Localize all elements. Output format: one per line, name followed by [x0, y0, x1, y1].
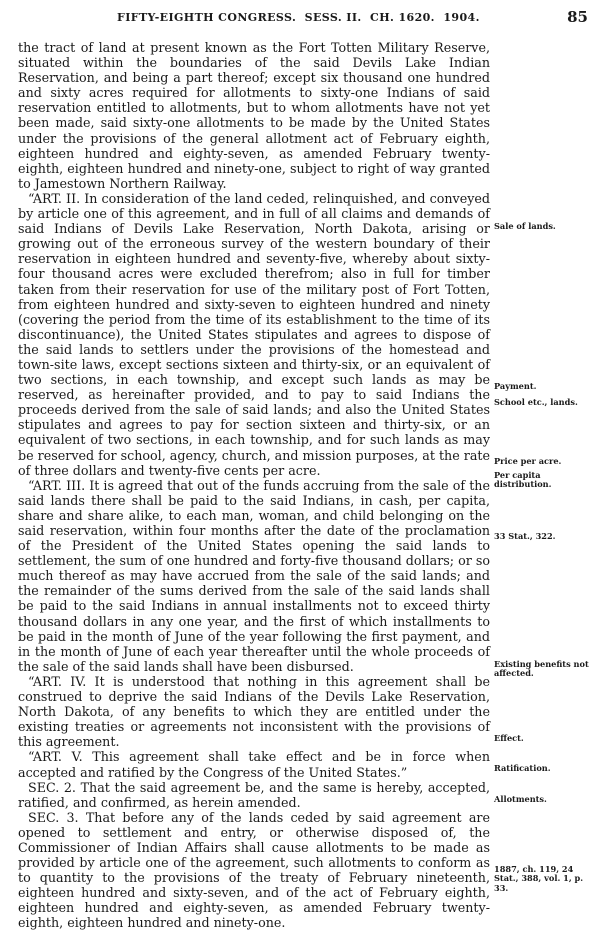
page-number: 85 — [567, 8, 588, 26]
running-head: FIFTY-EIGHTH CONGRESS. SESS. II. CH. 1620. 1904. — [117, 11, 480, 24]
margin-note-allotments: Allotments. — [494, 794, 547, 804]
section-two-text: That the said agreement be, and the same is hereby, accepted, ratified, and confirmed, as herein amended. — [18, 779, 490, 810]
margin-note-sale-of-lands: Sale of lands. — [494, 221, 556, 231]
paragraph-article-one-continued: the tract of land at present known as the Fort Totten Military Reserve, situated within the boundaries of the said Devils Lake Indian Reservation, and being a part thereof; except six thousand one hundred and sixty acres required for allotments to sixty-one Indians of said reservation entitled to allotments, but to whom allotments have not yet been made, said sixty-one allotments to be made by the United States under the provisions of the general allotment act of February eighth, eighteen hundred and eighty-seven, as amended February twenty-eighth, eighteen hundred and ninety-one, subject to right of way granted to Jamestown Northern Railway. — [18, 40, 490, 191]
margin-note-stat-ref-1: 33 Stat., 322. — [494, 531, 556, 541]
margin-note-effect: Effect. — [494, 733, 524, 743]
paragraph-article-four: “ART. IV. It is understood that nothing in this agreement shall be construed to deprive the said Indians of the Devils Lake Reservation, North Dakota, of any benefits to which they are entitled under the existing treaties or agreements not inconsistent with the provisions of this agreement. — [18, 673, 490, 750]
paragraph-section-three — [18, 810, 490, 931]
paragraph-article-two: “ART. II. In consideration of the land ceded, relinquished, and conveyed by article one of this agreement, and in full of all claims and demands of said Indians of Devils Lake Reservation, North Dakota, arising or growing out of the erroneous survey of the western boundary of their reservation in eighteen hundred and seventy-five, whereby about sixty-four thousand acres were excluded therefrom; also in full for timber taken from their reservation for use of the military post of Fort Totten, from eighteen hundred and sixty-seven to eighteen hundred and ninety (covering the period from the time of its establishment to the time of its discontinuance), the United States stipulates and agrees to dispose of the said lands to settlers under the provisions of the homestead and town-site laws, except sections sixteen and thirty-six, or an equivalent of two sections, in each township, and except such lands as may be reserved, as hereinafter provided, and to pay to said Indians the proceeds derived from the sale of said lands; and also the United States stipulates and agrees to pay for section sixteen and thirty-six, or an equivalent of two sections, in each township, and for such lands as may be reserved for school, agency, church, and mission purposes, at the rate of three dollars and twenty-five cents per acre. — [18, 190, 491, 478]
statute-text — [18, 40, 490, 931]
margin-note-per-capita: Per capita distribution. — [494, 470, 552, 490]
page-header — [0, 6, 600, 26]
margin-note-payment: Payment. — [494, 381, 537, 391]
paragraph-article-five: “ART. V. This agreement shall take effect and be in force when accepted and ratified by the Congress of the United States.” — [18, 749, 490, 780]
section-two-label: SEC. 2. — [28, 779, 76, 795]
margin-note-price-per-acre: Price per acre. — [494, 456, 562, 466]
section-three-label: SEC. 3. — [28, 809, 79, 825]
paragraph-article-three: “ART. III. It is agreed that out of the funds accruing from the sale of the said lands there shall be paid to the said Indians, in cash, per capita, share and share alike, to each man, woman, and child belonging on the said reservation, within four months after the date of the proclamation of the President of the United States opening the said lands to settlement, the sum of one hundred and forty-five thousand dollars; or so much thereof as may have accrued from the sale of the said lands; and the remainder of the sums derived from the sale of the said lands shall be paid to the said Indians in annual installments not to exceed thirty thousand dollars in any one year, and the first of which installments to be paid in the month of June of the year following the first payment, and in the month of June of each year thereafter until the whole proceeds of the sale of the said lands shall have been disbursed. — [18, 477, 491, 674]
margin-note-existing-benefits: Existing benefits not affected. — [494, 659, 589, 679]
margin-note-stat-ref-2: 1887, ch. 119, 24 Stat., 388, vol. 1, p. 33. — [494, 864, 584, 893]
margin-note-ratification: Ratification. — [494, 763, 551, 773]
paragraph-section-two — [18, 780, 490, 810]
section-three-text: That before any of the lands ceded by said agreement are opened to settlement and entry, or otherwise disposed of, the Commissioner of Indian Affairs shall cause allotments to be made as provided by article one of the agreement, such allotments to conform as to quantity to the provisions of the treaty of February nineteenth, eighteen hundred and sixty-seven, and of the act of February eighth, eighteen hundred and eighty-seven, as amended February twenty-eighth, eighteen hundred and ninety-one. — [18, 809, 490, 931]
margin-note-school-lands: School etc., lands. — [494, 397, 578, 407]
